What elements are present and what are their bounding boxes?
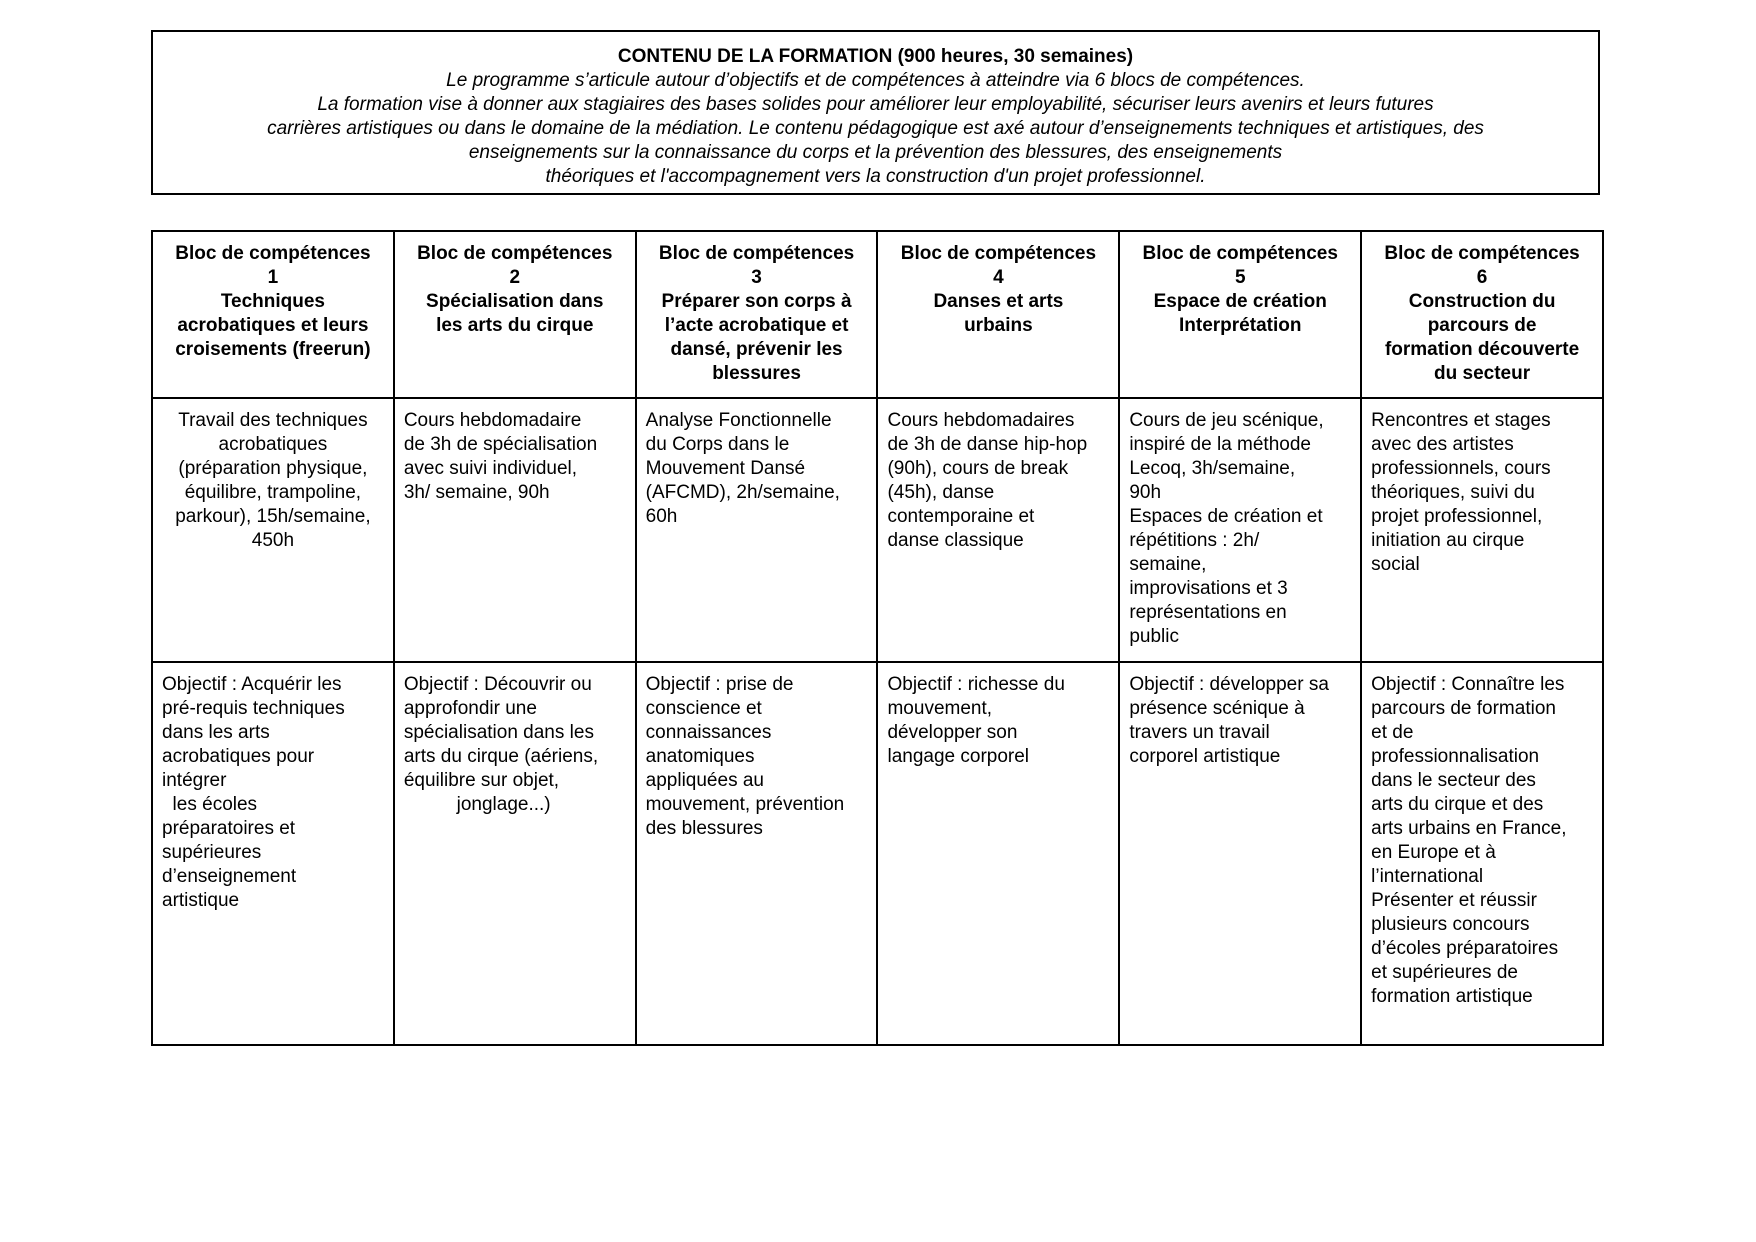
- block-objective-line: pré-requis techniques: [162, 698, 345, 719]
- block-content-line: Cours hebdomadaires: [887, 410, 1075, 431]
- block-objective-line: des blessures: [645, 818, 763, 839]
- block-objective-cell: [394, 662, 636, 1045]
- block-title-line: formation découverte: [1384, 339, 1580, 360]
- block-content-line: initiation au cirque: [1371, 530, 1525, 551]
- block-content-line: public: [1129, 626, 1179, 647]
- block-objective-cell: [877, 662, 1119, 1045]
- block-content-line: (AFCMD), 2h/semaine,: [645, 482, 840, 503]
- block-content-cell: [636, 398, 878, 662]
- block-content-line: acrobatiques: [218, 434, 328, 455]
- block-objective-cell: [152, 662, 394, 1045]
- competence-blocks-table: [151, 230, 1604, 1046]
- block-number: 3: [751, 267, 762, 288]
- block-objective-cell: [1119, 662, 1361, 1045]
- block-title-line: l’acte acrobatique et: [664, 315, 849, 336]
- block-content-line: 90h: [1129, 482, 1162, 503]
- block-content-cell: [152, 398, 394, 662]
- block-number: 5: [1234, 267, 1246, 288]
- block-content-line: danse classique: [887, 530, 1024, 551]
- block-content-line: avec suivi individuel,: [403, 458, 578, 479]
- block-content-line: équilibre, trampoline,: [184, 482, 362, 503]
- block-content-line: 60h: [645, 506, 678, 527]
- block-objective-line: et supérieures de: [1371, 962, 1518, 983]
- intro-line: Le programme s’articule autour d’objectifs et de compétences à atteindre via 6 blocs de compétences.: [446, 70, 1305, 91]
- block-title-line: Construction du: [1408, 291, 1556, 312]
- block-objective-line: parcours de formation: [1371, 698, 1556, 719]
- block-objective-line: professionnalisation: [1371, 746, 1540, 767]
- block-content-line: Mouvement Dansé: [645, 458, 806, 479]
- block-number: 1: [267, 267, 279, 288]
- block-title-line: Spécialisation dans: [426, 291, 604, 312]
- block-label: Bloc de compétences: [900, 243, 1097, 264]
- block-label: Bloc de compétences: [1142, 243, 1338, 264]
- block-content-cell: [877, 398, 1119, 662]
- block-title-line: Espace de création: [1153, 291, 1327, 312]
- block-objective-line: arts du cirque (aériens,: [403, 746, 599, 767]
- block-objective-line: arts urbains en France,: [1371, 818, 1567, 839]
- block-objective-line: langage corporel: [887, 746, 1030, 767]
- block-title-line: blessures: [712, 363, 801, 384]
- block-content-line: Rencontres et stages: [1371, 410, 1551, 431]
- block-objective-line: Présenter et réussir: [1371, 890, 1537, 911]
- block-content-line: théoriques, suivi du: [1371, 482, 1535, 503]
- table-row-content: [152, 398, 1603, 662]
- block-content-line: Analyse Fonctionnelle: [645, 410, 832, 431]
- block-content-line: inspiré de la méthode: [1129, 434, 1311, 455]
- block-content-line: répétitions : 2h/: [1129, 530, 1260, 551]
- intro-title: CONTENU DE LA FORMATION (900 heures, 30 semaines): [617, 46, 1134, 67]
- block-header: [152, 231, 394, 398]
- block-content-line: Lecoq, 3h/semaine,: [1129, 458, 1296, 479]
- table-row-objectives: [152, 662, 1603, 1045]
- block-content-line: (préparation physique,: [178, 458, 368, 479]
- block-objective-line: conscience et: [645, 698, 762, 719]
- block-content-line: projet professionnel,: [1371, 506, 1543, 527]
- block-title-line: du secteur: [1434, 363, 1531, 384]
- block-objective-line: Objectif : développer sa: [1129, 674, 1329, 695]
- block-title-line: acrobatiques et leurs: [177, 315, 369, 336]
- block-content-line: 450h: [251, 530, 295, 551]
- block-header: [394, 231, 636, 398]
- block-content-line: Cours hebdomadaire: [403, 410, 582, 431]
- block-content-line: parkour), 15h/semaine,: [175, 506, 371, 527]
- block-objective-line: plusieurs concours: [1371, 914, 1530, 935]
- block-content-line: semaine,: [1129, 554, 1207, 575]
- block-content-line: Espaces de création et: [1129, 506, 1323, 527]
- table-header-row: [152, 231, 1603, 398]
- block-objective-line: Objectif : richesse du: [887, 674, 1065, 695]
- block-objective-line: mouvement,: [887, 698, 993, 719]
- block-objective-line: dans les arts: [162, 722, 270, 743]
- intro-box: [151, 30, 1600, 195]
- block-objective-line: arts du cirque et des: [1371, 794, 1544, 815]
- intro-line: enseignements sur la connaissance du corps et la prévention des blessures, des enseignements: [468, 142, 1283, 163]
- block-content-line: contemporaine et: [887, 506, 1035, 527]
- block-objective-line: développer son: [887, 722, 1018, 743]
- block-title-line: Interprétation: [1179, 315, 1302, 336]
- block-content-line: professionnels, cours: [1371, 458, 1551, 479]
- block-content-cell: [1361, 398, 1603, 662]
- block-title-line: parcours de: [1427, 315, 1537, 336]
- intro-line: carrières artistiques ou dans le domaine de la médiation. Le contenu pédagogique est axé autour d’enseignements techniques et artistiques, des: [267, 118, 1484, 139]
- block-number: 4: [993, 267, 1004, 288]
- block-number: 6: [1476, 267, 1488, 288]
- block-content-line: de 3h de danse hip-hop: [887, 434, 1088, 455]
- block-objective-line: artistique: [162, 890, 240, 911]
- block-objective-line: supérieures: [162, 842, 262, 863]
- block-objective-line: connaissances: [645, 722, 772, 743]
- block-header: [1119, 231, 1361, 398]
- block-label: Bloc de compétences: [658, 243, 855, 264]
- block-content-line: improvisations et 3: [1129, 578, 1288, 599]
- block-objective-line: l’international: [1371, 866, 1484, 887]
- block-label: Bloc de compétences: [175, 243, 371, 264]
- block-objective-line: Objectif : Acquérir les: [162, 674, 342, 695]
- block-content-line: (90h), cours de break: [887, 458, 1069, 479]
- block-content-line: du Corps dans le: [645, 434, 790, 455]
- block-objective-line: et de: [1371, 722, 1414, 743]
- block-label: Bloc de compétences: [417, 243, 613, 264]
- block-objective-line: Objectif : prise de: [645, 674, 794, 695]
- block-title-line: urbains: [964, 315, 1033, 336]
- block-objective-line: acrobatiques pour: [162, 746, 315, 767]
- block-objective-line: en Europe et à: [1371, 842, 1496, 863]
- block-title-line: croisements (freerun): [175, 339, 371, 360]
- intro-line: théoriques et l'accompagnement vers la construction d'un projet professionnel.: [545, 166, 1206, 187]
- block-content-line: de 3h de spécialisation: [403, 434, 598, 455]
- block-header: [877, 231, 1119, 398]
- block-title-line: Danses et arts: [933, 291, 1064, 312]
- block-objective-line: dans le secteur des: [1371, 770, 1536, 791]
- block-objective-line: équilibre sur objet,: [403, 770, 560, 791]
- block-objective-line: présence scénique à: [1129, 698, 1305, 719]
- block-content-cell: [1119, 398, 1361, 662]
- block-objective-line: mouvement, prévention: [645, 794, 845, 815]
- block-number: 2: [509, 267, 521, 288]
- block-objective-line: les écoles: [162, 794, 258, 815]
- block-objective-cell: [1361, 662, 1603, 1045]
- block-objective-line: d’enseignement: [162, 866, 297, 887]
- block-objective-line: corporel artistique: [1129, 746, 1281, 767]
- block-title-line: les arts du cirque: [436, 315, 594, 336]
- block-content-line: social: [1371, 554, 1420, 575]
- block-objective-line: appliquées au: [645, 770, 764, 791]
- block-objective-line: spécialisation dans les: [403, 722, 594, 743]
- block-objective-line: approfondir une: [403, 698, 537, 719]
- block-objective-cell: [636, 662, 878, 1045]
- block-objective-line: préparatoires et: [162, 818, 296, 839]
- block-title-line: Techniques: [220, 291, 325, 312]
- block-label: Bloc de compétences: [1384, 243, 1580, 264]
- intro-line: La formation vise à donner aux stagiaires des bases solides pour améliorer leur employabilité, sécuriser leurs avenirs et leurs futures: [317, 94, 1434, 115]
- block-objective-line: travers un travail: [1129, 722, 1270, 743]
- block-objective-line: Objectif : Découvrir ou: [403, 674, 592, 695]
- block-title-line: dansé, prévenir les: [670, 339, 843, 360]
- block-content-line: Travail des techniques: [178, 410, 368, 431]
- block-content-cell: [394, 398, 636, 662]
- block-header: [636, 231, 878, 398]
- block-content-line: avec des artistes: [1371, 434, 1514, 455]
- block-objective-line: d’écoles préparatoires: [1371, 938, 1559, 959]
- block-content-line: 3h/ semaine, 90h: [403, 482, 550, 503]
- block-objective-line: formation artistique: [1371, 986, 1533, 1007]
- block-content-line: Cours de jeu scénique,: [1129, 410, 1324, 431]
- block-objective-line: anatomiques: [645, 746, 755, 767]
- block-content-line: (45h), danse: [887, 482, 995, 503]
- block-objective-line: intégrer: [162, 770, 227, 791]
- block-objective-line: jonglage...): [403, 794, 551, 815]
- block-title-line: Préparer son corps à: [661, 291, 852, 312]
- block-header: [1361, 231, 1603, 398]
- block-content-line: représentations en: [1129, 602, 1287, 623]
- block-objective-line: Objectif : Connaître les: [1371, 674, 1565, 695]
